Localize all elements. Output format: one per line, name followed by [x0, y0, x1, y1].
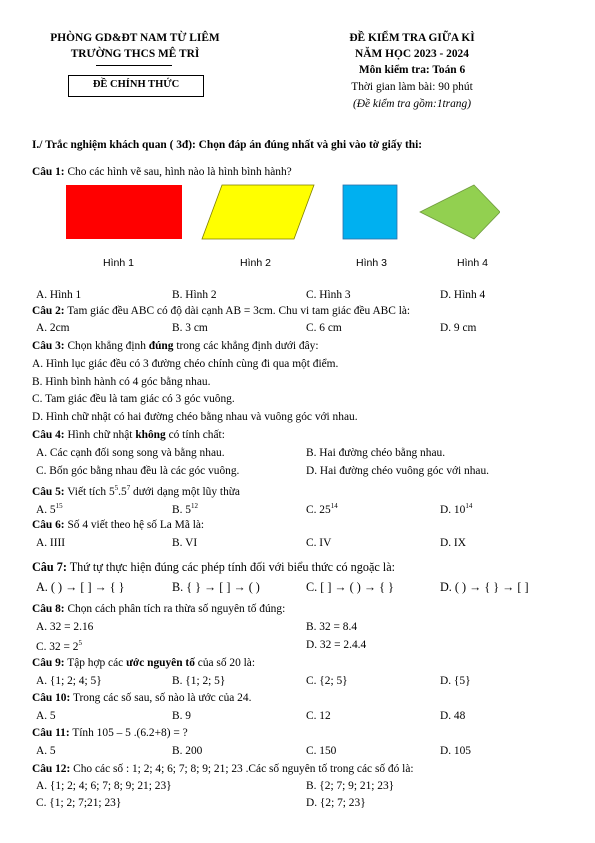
q1-option-c: C. Hình 3 [306, 289, 351, 301]
question-label: Câu 11: [32, 727, 70, 739]
q11-option-b: B. 200 [172, 745, 203, 757]
question-8 [32, 603, 285, 615]
question-label: Câu 12: [32, 763, 71, 775]
school-underline [96, 65, 172, 66]
q6-option-a: A. IIII [36, 537, 66, 549]
exam-title: ĐỀ KIỂM TRA GIỮA KÌ [349, 32, 475, 44]
q11-option-c: C. 150 [306, 745, 337, 757]
q3-option-c: C. Tam giác đều là tam giác có 3 góc vuông. [32, 393, 235, 405]
question-label: Câu 6: [32, 519, 65, 531]
subject: Môn kiểm tra: Toán 6 [358, 64, 466, 76]
q3-option-b: B. Hình bình hành có 4 góc bằng nhau. [32, 376, 211, 388]
question-text: Cho các hình vẽ sau, hình nào là hình bình hành? [64, 166, 292, 178]
rhombus-shape [420, 185, 500, 239]
question-text: Chọn khẳng định [64, 340, 149, 352]
exponent: 5 [114, 484, 119, 492]
question-label: Câu 8: [32, 603, 65, 615]
q7-option-a: A. ( ) → [ ] → { } [36, 580, 125, 594]
question-label: Câu 3: [32, 340, 65, 352]
question-2 [32, 305, 410, 317]
q5-option-b: B. $5^{12}$ [172, 502, 198, 516]
question-6 [32, 519, 204, 531]
question-text: Thứ tự thực hiện đúng các phép tính đối với biểu thức có ngoặc là: [66, 560, 395, 574]
question-1 [32, 166, 292, 178]
question-text: Trong các số sau, số nào là ước của 24. [70, 692, 252, 704]
duration: Thời gian làm bài: 90 phút [351, 81, 473, 93]
q2-option-a: A. 2cm [36, 322, 70, 334]
q5-option-a: A. $5^{15}$ [36, 502, 63, 516]
question-text: Tam giác đều ABC có độ dài cạnh AB = 3cm. Chu vi tam giác đều ABC là: [64, 305, 411, 317]
school-name: TRƯỜNG THCS MÊ TRÌ [70, 48, 200, 60]
q2-option-d: D. 9 cm [440, 322, 477, 334]
question-text: Chọn cách phân tích ra thừa số nguyên tố đúng: [64, 603, 286, 615]
q10-option-d: D. 48 [440, 710, 466, 722]
q5-option-c: C. $25^{14}$ [306, 502, 338, 516]
question-emphasis: không [135, 429, 166, 441]
question-text: Tính 105 – 5 .(6.2+8) = ? [69, 727, 188, 739]
figure-4-label: Hình 4 [457, 257, 488, 269]
question-text: dưới dạng một lũy thừa [130, 485, 240, 498]
question-11 [32, 727, 188, 739]
q9-option-b: B. {1; 2; 5} [172, 675, 226, 687]
q1-option-a: A. Hình 1 [36, 289, 82, 301]
figure-2-label: Hình 2 [240, 257, 271, 269]
question-9 [32, 657, 255, 669]
q6-option-b: B. VI [172, 537, 198, 549]
q4-option-b: B. Hai đường chéo bằng nhau. [306, 447, 446, 459]
figure-3-label: Hình 3 [356, 257, 387, 269]
q4-option-d: D. Hai đường chéo vuông góc với nhau. [306, 465, 490, 477]
question-emphasis: đúng [148, 340, 174, 352]
question-4 [32, 429, 225, 441]
q1-option-d: D. Hình 4 [440, 289, 486, 301]
q8-option-a: A. 32 = 2.16 [36, 621, 94, 633]
q10-option-a: A. 5 [36, 710, 56, 722]
q2-option-c: C. 6 cm [306, 322, 342, 334]
question-text: trong các khẳng định dưới đây: [173, 340, 319, 352]
q2-option-b: B. 3 cm [172, 322, 208, 334]
q4-option-c: C. Bốn góc bằng nhau đều là các góc vuông. [36, 465, 240, 477]
q11-option-d: D. 105 [440, 745, 472, 757]
figure-1-label: Hình 1 [103, 257, 134, 269]
question-text: có tính chất: [165, 429, 225, 441]
question-text: Tập hợp các [64, 657, 127, 669]
question-text: Viết tích 5 [64, 485, 115, 498]
question-text: Cho các số : 1; 2; 4; 6; 7; 8; 9; 21; 23 .Các số nguyên tố trong các số đó là: [70, 763, 414, 775]
exponent: 7 [126, 484, 131, 492]
question-label: Câu 1: [32, 166, 65, 178]
question-label: Câu 4: [32, 429, 65, 441]
square-shape [343, 185, 397, 239]
question-text: của số 20 là: [194, 657, 256, 669]
q12-option-a: A. {1; 2; 4; 6; 7; 8; 9; 21; 23} [36, 780, 172, 792]
school-year: NĂM HỌC 2023 - 2024 [355, 48, 469, 60]
q7-option-b: B. { } → [ ] → ( ) [172, 580, 260, 594]
question-label: Câu 7: [32, 560, 67, 574]
question-label: Câu 2: [32, 305, 65, 317]
q11-option-a: A. 5 [36, 745, 56, 757]
department-name: PHÒNG GD&ĐT NAM TỪ LIÊM [50, 32, 220, 44]
q7-option-d: D. ( ) → { } → [ ] [440, 580, 529, 594]
q1-figures [60, 182, 500, 242]
official-label: ĐỀ CHÍNH THỨC [92, 79, 180, 90]
question-text: Số 4 viết theo hệ số La Mã là: [64, 519, 205, 531]
section-title: I./ Trắc nghiệm khách quan ( 3đ): Chọn đáp án đúng nhất và ghi vào tờ giấy thi: [32, 139, 423, 151]
q12-option-b: B. {2; 7; 9; 21; 23} [306, 780, 395, 792]
q6-option-d: D. IX [440, 537, 466, 549]
q8-option-d: D. 32 = 2.4.4 [306, 639, 367, 651]
q8-option-c: C. $32 = 2^5$ [36, 639, 82, 653]
question-text: .5 [118, 485, 127, 498]
q12-option-d: D. {2; 7; 23} [306, 797, 366, 809]
question-label: Câu 5: [32, 485, 65, 498]
question-7 [32, 560, 395, 575]
question-label: Câu 9: [32, 657, 65, 669]
q3-option-d: D. Hình chữ nhật có hai đường chéo bằng nhau và vuông góc với nhau. [32, 411, 358, 423]
question-emphasis: ước nguyên tố [126, 657, 195, 669]
q6-option-c: C. IV [306, 537, 332, 549]
q10-option-b: B. 9 [172, 710, 191, 722]
question-10 [32, 692, 251, 704]
parallelogram-shape [202, 185, 314, 239]
q4-option-a: A. Các cạnh đối song song và bằng nhau. [36, 447, 225, 459]
q12-option-c: C. {1; 2; 7;21; 23} [36, 797, 122, 809]
question-3 [32, 340, 319, 352]
q3-option-a: A. Hình lục giác đều có 3 đường chéo chính cùng đi qua một điểm. [32, 358, 339, 370]
question-12 [32, 763, 414, 775]
q5-option-d: D. $10^{14}$ [440, 502, 473, 516]
rectangle-shape [66, 185, 182, 239]
q7-option-c: C. [ ] → ( ) → { } [306, 580, 394, 594]
q9-option-c: C. {2; 5} [306, 675, 348, 687]
q1-option-b: B. Hình 2 [172, 289, 217, 301]
q9-option-d: D. {5} [440, 675, 471, 687]
q10-option-c: C. 12 [306, 710, 331, 722]
page-count: (Đề kiểm tra gồm:1trang) [353, 98, 471, 110]
question-5 [32, 484, 240, 498]
q8-option-b: B. 32 = 8.4 [306, 621, 358, 633]
q9-option-a: A. {1; 2; 4; 5} [36, 675, 102, 687]
question-text: Hình chữ nhật [64, 429, 136, 441]
question-label: Câu 10: [32, 692, 71, 704]
